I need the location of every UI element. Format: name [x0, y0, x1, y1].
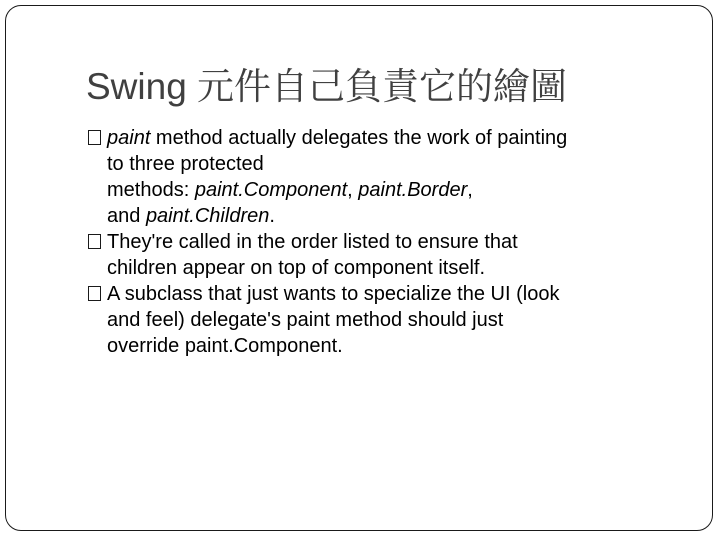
bullet-line [107, 151, 696, 177]
bullet-text: method actually delegates the work of painting [150, 127, 568, 149]
code-term: paint.Children [145, 205, 270, 227]
bullet-item [86, 281, 696, 359]
code-term: paint.Component [194, 179, 348, 201]
bullet-text: They're called in the order listed to ensure that [107, 231, 518, 253]
bullet-text: . [269, 205, 275, 227]
code-term: paint [107, 127, 151, 149]
bullet-list [86, 125, 696, 359]
bullet-line [107, 255, 696, 281]
bullet-item [86, 229, 696, 281]
bullet-text: methods: [107, 179, 195, 201]
bullet-text: A subclass that just wants to specialize the UI (look [107, 283, 560, 305]
bullet-text: , [467, 179, 473, 201]
bullet-line [107, 177, 696, 203]
bullet-item [86, 125, 696, 229]
bullet-line [107, 125, 696, 151]
checkbox-bullet-icon [88, 286, 101, 301]
slide-frame [5, 5, 713, 531]
bullet-text: and [107, 205, 146, 227]
bullet-text: , [347, 179, 359, 201]
checkbox-bullet-icon [88, 130, 101, 145]
bullet-text: to three protected [107, 153, 264, 175]
bullet-line [107, 281, 696, 307]
code-term: paint.Border [358, 179, 468, 201]
slide-title: Swing 元件自己負責它的繪圖 [86, 66, 568, 107]
bullet-text: and feel) delegate's paint method should just [107, 309, 504, 331]
bullet-line [107, 229, 696, 255]
bullet-line [107, 333, 696, 359]
bullet-text: override paint.Component. [107, 335, 343, 357]
bullet-text: children appear on top of component itself. [107, 257, 486, 279]
bullet-line [107, 307, 696, 333]
checkbox-bullet-icon [88, 234, 101, 249]
bullet-line [107, 203, 696, 229]
